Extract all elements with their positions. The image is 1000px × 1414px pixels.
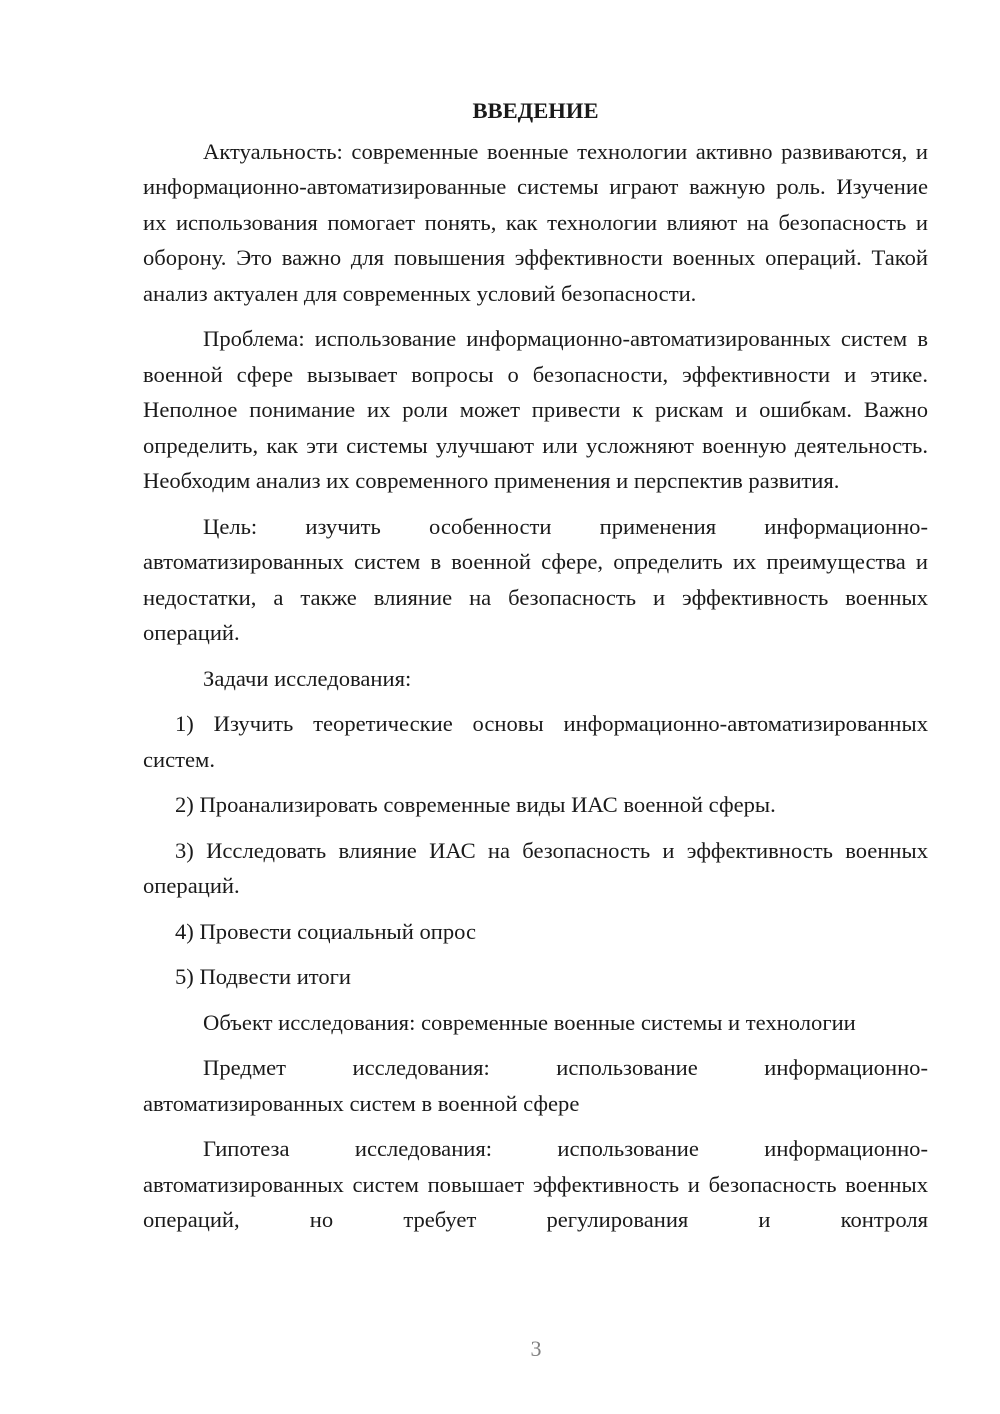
subject-paragraph: Предмет исследования: использование информационно-автоматизированных систем в военной сфере bbox=[143, 1055, 928, 1116]
task-item-4: 4) Провести социальный опрос bbox=[175, 918, 477, 944]
tasks-title: Задачи исследования: bbox=[203, 665, 412, 691]
page-number: 3 bbox=[530, 1336, 542, 1361]
task-item-3: 3) Исследовать влияние ИАС на безопасность и эффективность военных операций. bbox=[143, 837, 928, 898]
object-paragraph: Объект исследования: современные военные системы и технологии bbox=[203, 1009, 856, 1035]
task-item-5: 5) Подвести итоги bbox=[175, 964, 352, 989]
task-item-2: 2) Проанализировать современные виды ИАС военной сферы. bbox=[175, 792, 776, 817]
document-body bbox=[143, 93, 928, 1238]
problem-paragraph: Проблема: использование информационно-автоматизированных систем в военной сфере вызывает вопросы о безопасности, эффективности и этике. Неполное понимание их роли может привести к рискам и ошибкам. Важно определить, как эти системы улучшают или усложняют военную деятельность. Необходим анализ их современного применения и перспектив развития. bbox=[143, 326, 928, 493]
relevance-paragraph: Актуальность: современные военные технологии активно развиваются, и информационно-автоматизированные системы играют важную роль. Изучение их использования помогает понять, как технологии влияют на безопасность и оборону. Это важно для повышения эффективности военных операций. Такой анализ актуален для современных условий безопасности. bbox=[143, 138, 928, 306]
hypothesis-paragraph: Гипотеза исследования: использование информационно-автоматизированных систем повышает эффективность и безопасность военных операций, но требует регулирования и контроля bbox=[143, 1136, 928, 1232]
goal-paragraph: Цель: изучить особенности применения информационно-автоматизированных систем в военной сфере, определить их преимущества и недостатки, а также влияние на безопасность и эффективность военных операций. bbox=[143, 513, 928, 645]
task-item-1: 1) Изучить теоретические основы информационно-автоматизированных систем. bbox=[143, 711, 928, 772]
section-heading: ВВЕДЕНИЕ bbox=[472, 98, 599, 123]
